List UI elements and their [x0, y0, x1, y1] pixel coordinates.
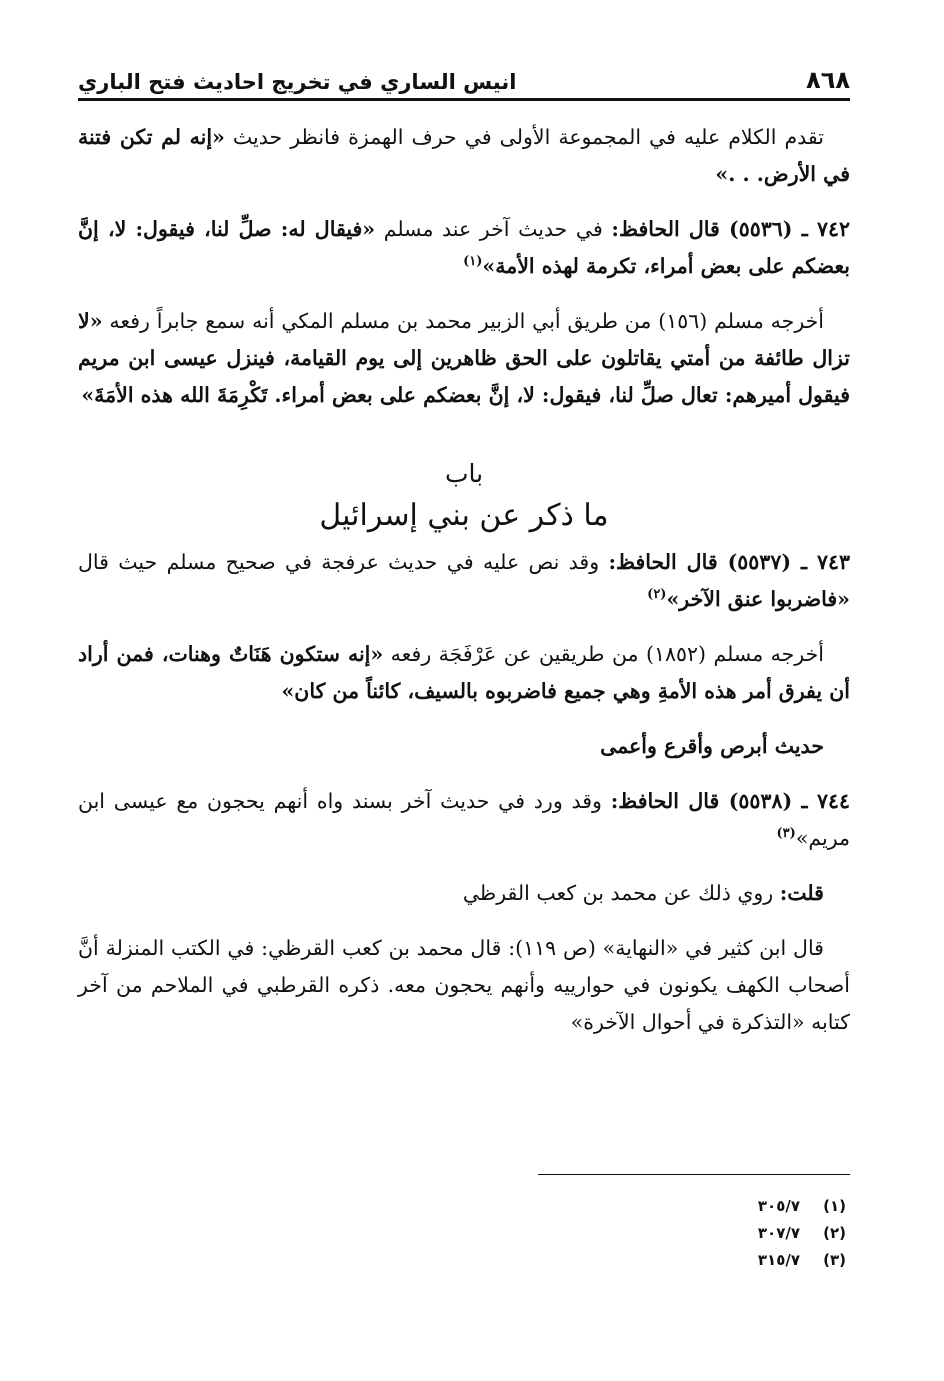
page-number: ٨٦٨ [806, 66, 850, 94]
paragraph-takhrij-2 [78, 636, 850, 710]
hadith-quote: «إنه لم تكن فتنة في الأرض. . .» [78, 125, 850, 186]
paragraph-text: أخرجه مسلم (١٨٥٢) من طريقين عن عَرْفَجَة رفعه [383, 642, 824, 666]
entry-text: وقد نص عليه في حديث عرفجة في صحيح مسلم حيث قال [78, 550, 609, 574]
footnote-item [78, 1193, 850, 1220]
chapter-title: ما ذكر عن بني إسرائيل [319, 498, 609, 533]
footnote-number: (١) [823, 1197, 846, 1215]
entry-text: وقد ورد في حديث آخر بسند واه أنهم يحجون مع عيسى ابن مريم» [78, 789, 850, 850]
entry-742 [78, 211, 850, 285]
footnote-list [78, 1193, 850, 1274]
footnote-ref[interactable]: (١) [463, 254, 483, 270]
page-header [78, 56, 850, 101]
note-lead: قلت: [779, 881, 824, 905]
entry-text: في حديث آخر عند مسلم [375, 217, 612, 241]
entry-lead: ٧٤٣ ـ (٥٥٣٧) قال الحافظ: [608, 550, 850, 574]
hadith-quote: «لا تزال طائفة من أمتي يقاتلون على الحق ظاهرين إلى يوم القيامة، فينزل عيسى ابن مريم فيقول أميرهم: تعال صلِّ لنا، فيقول: لا، إنَّ بعضكم على بعض أمراء. تَكْرِمَةَ الله هذه الأمَةَ» [78, 309, 850, 407]
entry-lead: ٧٤٢ ـ (٥٥٣٦) قال الحافظ: [611, 217, 850, 241]
footnote-ref-text: ٣٠٥/٧ [757, 1197, 800, 1215]
paragraph-text: تقدم الكلام عليه في المجموعة الأولى في حرف الهمزة فانظر حديث [224, 125, 824, 149]
footnote-ref-text: ٣٠٧/٧ [757, 1224, 800, 1242]
footnote-number: (٣) [823, 1251, 846, 1269]
footnote-ref[interactable]: (٣) [776, 826, 796, 842]
footnote-number: (٢) [823, 1224, 846, 1242]
page-body [78, 119, 850, 1041]
paragraph-note [78, 875, 850, 912]
paragraph-ibn-kathir [78, 930, 850, 1041]
footnote-ref[interactable]: (٢) [647, 587, 667, 603]
paragraph-takhrij-1 [78, 303, 850, 414]
section-subheading: حديث أبرص وأقرع وأعمى [600, 734, 824, 758]
footnote-item [78, 1220, 850, 1247]
paragraph-text: أخرجه مسلم (١٥٦) من طريق أبي الزبير محمد بن مسلم المكي أنه سمع جابراً رفعه [102, 309, 825, 333]
hadith-quote: «فاضربوا عنق الآخر» [666, 587, 850, 611]
footnote-divider [538, 1174, 850, 1175]
book-page [78, 56, 850, 1336]
entry-744 [78, 783, 850, 857]
entry-lead: ٧٤٤ ـ (٥٥٣٨) قال الحافظ: [610, 789, 850, 813]
book-title: انيس الساري في تخريج احاديث فتح الباري [78, 70, 517, 94]
footnote-item [78, 1247, 850, 1274]
chapter-label: باب [444, 459, 484, 488]
footnote-ref-text: ٣١٥/٧ [757, 1251, 800, 1269]
paragraph-text: قال ابن كثير في «النهاية» (ص ١١٩): قال محمد بن كعب القرظي: في الكتب المنزلة أنَّ أصحاب الكهف يكونون في حوارييه وأنهم يحجون معه. ذكره القرطبي في الملاحم من آخر كتابه «التذكرة في أحوال الآخرة» [78, 936, 850, 1034]
hadith-quote: «فيقال له: صلِّ لنا، فيقول: لا، إنَّ بعضكم على بعض أمراء، تكرمة لهذه الأمة» [78, 217, 850, 278]
entry-743 [78, 544, 850, 618]
paragraph-intro [78, 119, 850, 193]
paragraph-text: روي ذلك عن محمد بن كعب القرظي [462, 881, 780, 905]
hadith-quote: «إنه ستكون هَنَاتٌ وهنات، فمن أراد أن يفرق أمر هذه الأمةِ وهي جميع فاضربوه بالسيف، كائناً من كان» [78, 642, 850, 703]
chapter-heading [78, 454, 850, 538]
footnotes [78, 1174, 850, 1274]
